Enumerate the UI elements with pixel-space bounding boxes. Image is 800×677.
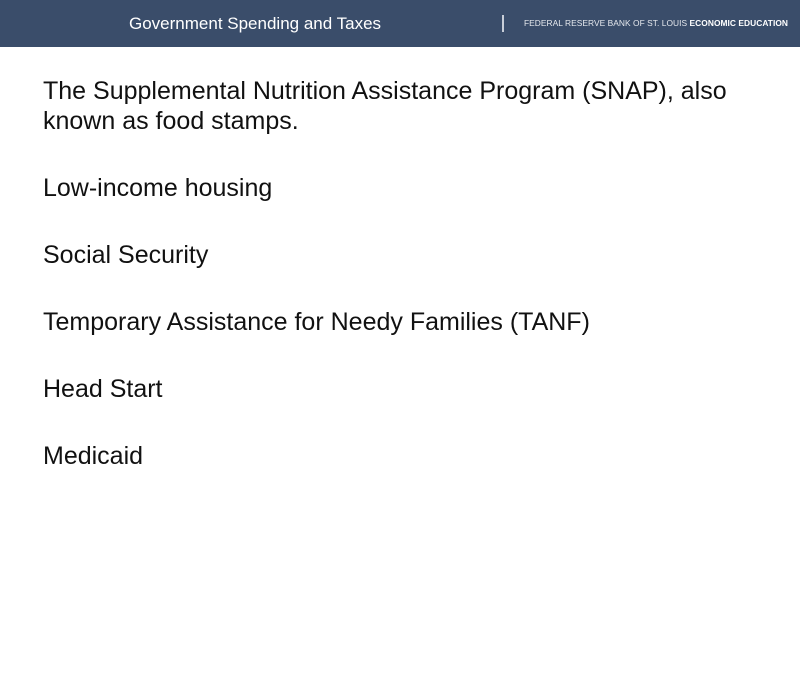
list-item-head-start: Head Start: [43, 375, 163, 403]
header-bar: [0, 0, 800, 47]
program-list: [43, 76, 773, 508]
page-title: Government Spending and Taxes: [129, 14, 382, 33]
list-item-social-security: Social Security: [43, 241, 209, 269]
list-item-low-income-housing: Low-income housing: [43, 174, 273, 202]
organization-name: FEDERAL RESERVE BANK OF ST. LOUIS: [524, 18, 688, 28]
organization-logo: [524, 17, 788, 30]
list-item-snap: The Supplemental Nutrition Assistance Program (SNAP), also known as food stamps.: [43, 77, 727, 135]
list-item-medicaid: Medicaid: [43, 442, 144, 470]
list-item-tanf: Temporary Assistance for Needy Families (TANF): [43, 308, 590, 336]
header-divider: [502, 15, 504, 32]
organization-unit: ECONOMIC EDUCATION: [689, 18, 788, 28]
